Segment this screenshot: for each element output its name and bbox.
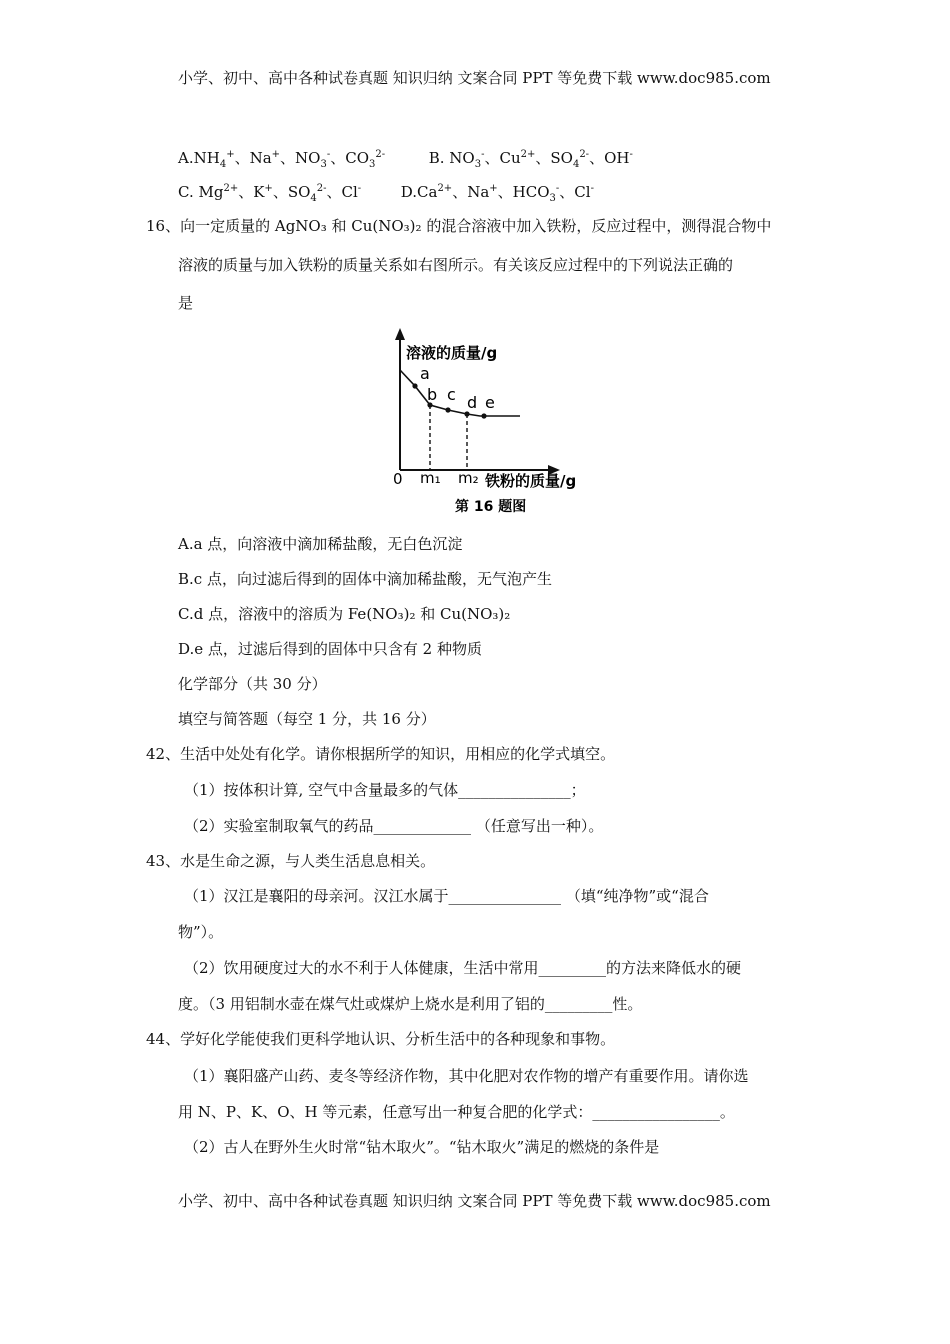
x-axis-label: 铁粉的质量/g <box>485 472 577 490</box>
q42-part2: （2）实验室制取氧气的药品_____________ （任意写出一种）。 <box>184 817 604 835</box>
q43-part1-line1: （1）汉江是襄阳的母亲河。汉江水属于_______________ （填“纯净物”或“混合 <box>184 887 709 905</box>
q16-stem-line3: 是 <box>178 294 194 312</box>
q16-option-a: A.a 点，向溶液中滴加稀盐酸，无白色沉淀 <box>178 535 463 553</box>
q15-option-c: C. $Mg^{2+}$、K+、$SO_4^{2-}$、Cl- <box>178 183 362 204</box>
chem-section-heading: 化学部分（共 30 分） <box>178 675 327 693</box>
q15-option-d: $D.Ca^{2+}$、Na+、$HCO_3^-$、Cl- <box>400 183 594 204</box>
point-c-dot <box>445 407 450 412</box>
q16-option-d: D.e 点，过滤后得到的固体中只含有 2 种物质 <box>178 640 482 658</box>
point-e-label: e <box>485 393 495 412</box>
q43-part1-line2: 物”）。 <box>178 923 224 941</box>
origin-label: 0 <box>393 470 403 488</box>
q43-stem: 43、水是生命之源，与人类生活息息相关。 <box>146 852 436 870</box>
point-d-label: d <box>467 393 478 412</box>
q42-part1: （1）按体积计算, 空气中含量最多的气体_______________； <box>184 781 586 799</box>
q44-part1-line1: （1）襄阳盛产山药、麦冬等经济作物，其中化肥对农作物的增产有重要作用。请你选 <box>184 1067 749 1085</box>
page-header: 小学、初中、高中各种试卷真题 知识归纳 文案合同 PPT 等免费下载 www.doc985.com <box>178 69 771 87</box>
q16-stem-line2: 溶液的质量与加入铁粉的质量关系如右图所示。有关该反应过程中的下列说法正确的 <box>178 256 734 274</box>
figure-caption: 第 16 题图 <box>455 499 527 515</box>
point-d-dot <box>464 411 469 416</box>
q44-stem: 44、学好化学能使我们更科学地认识、分析生活中的各种现象和事物。 <box>146 1030 616 1048</box>
mass-curve <box>400 370 520 416</box>
q43-part2-line2: 度。（3 用铝制水壶在煤气灶或煤炉上烧水是利用了铝的_________性。 <box>178 995 643 1013</box>
q16-figure <box>380 320 600 520</box>
point-c-label: c <box>447 385 456 404</box>
y-axis-label: 溶液的质量/g <box>406 344 498 362</box>
q44-part2: （2）古人在野外生火时常“钻木取火”。“钻木取火”满足的燃烧的条件是 <box>184 1138 660 1156</box>
q15-options-ab <box>178 148 633 168</box>
page-footer: 小学、初中、高中各种试卷真题 知识归纳 文案合同 PPT 等免费下载 www.doc985.com <box>178 1192 771 1210</box>
y-axis-arrow <box>395 328 405 340</box>
fill-section-heading: 填空与简答题（每空 1 分，共 16 分） <box>178 710 436 728</box>
point-a-dot <box>412 383 417 388</box>
q44-part1-line2: 用 N、P、K、O、H 等元素，任意写出一种复合肥的化学式：_________________。 <box>178 1103 735 1121</box>
q42-stem: 42、生活中处处有化学。请你根据所学的知识，用相应的化学式填空。 <box>146 745 616 763</box>
m1-label: m₁ <box>420 469 441 487</box>
q15-option-a: $A.NH_4^+$、Na+、$NO_3^-$、$CO_3^{2-}$ <box>178 149 386 170</box>
point-a-label: a <box>420 364 430 383</box>
point-e-dot <box>481 413 486 418</box>
q16-option-c: C.d 点，溶液中的溶质为 Fe(NO₃)₂ 和 Cu(NO₃)₂ <box>178 605 511 623</box>
m2-label: m₂ <box>458 469 479 487</box>
q15-options-cd <box>178 182 594 202</box>
point-b-label: b <box>427 385 438 404</box>
q16-stem-line1: 16、向一定质量的 AgNO₃ 和 Cu(NO₃)₂ 的混合溶液中加入铁粉，反应过程中，测得混合物中 <box>146 217 772 235</box>
q15-option-b: B. $NO_3^-$、$Cu^{2+}$、$SO_4^{2-}$、OH- <box>428 149 633 170</box>
q16-option-b: B.c 点，向过滤后得到的固体中滴加稀盐酸，无气泡产生 <box>178 570 552 588</box>
q43-part2-line1: （2）饮用硬度过大的水不利于人体健康，生活中常用_________的方法来降低水的硬 <box>184 959 742 977</box>
